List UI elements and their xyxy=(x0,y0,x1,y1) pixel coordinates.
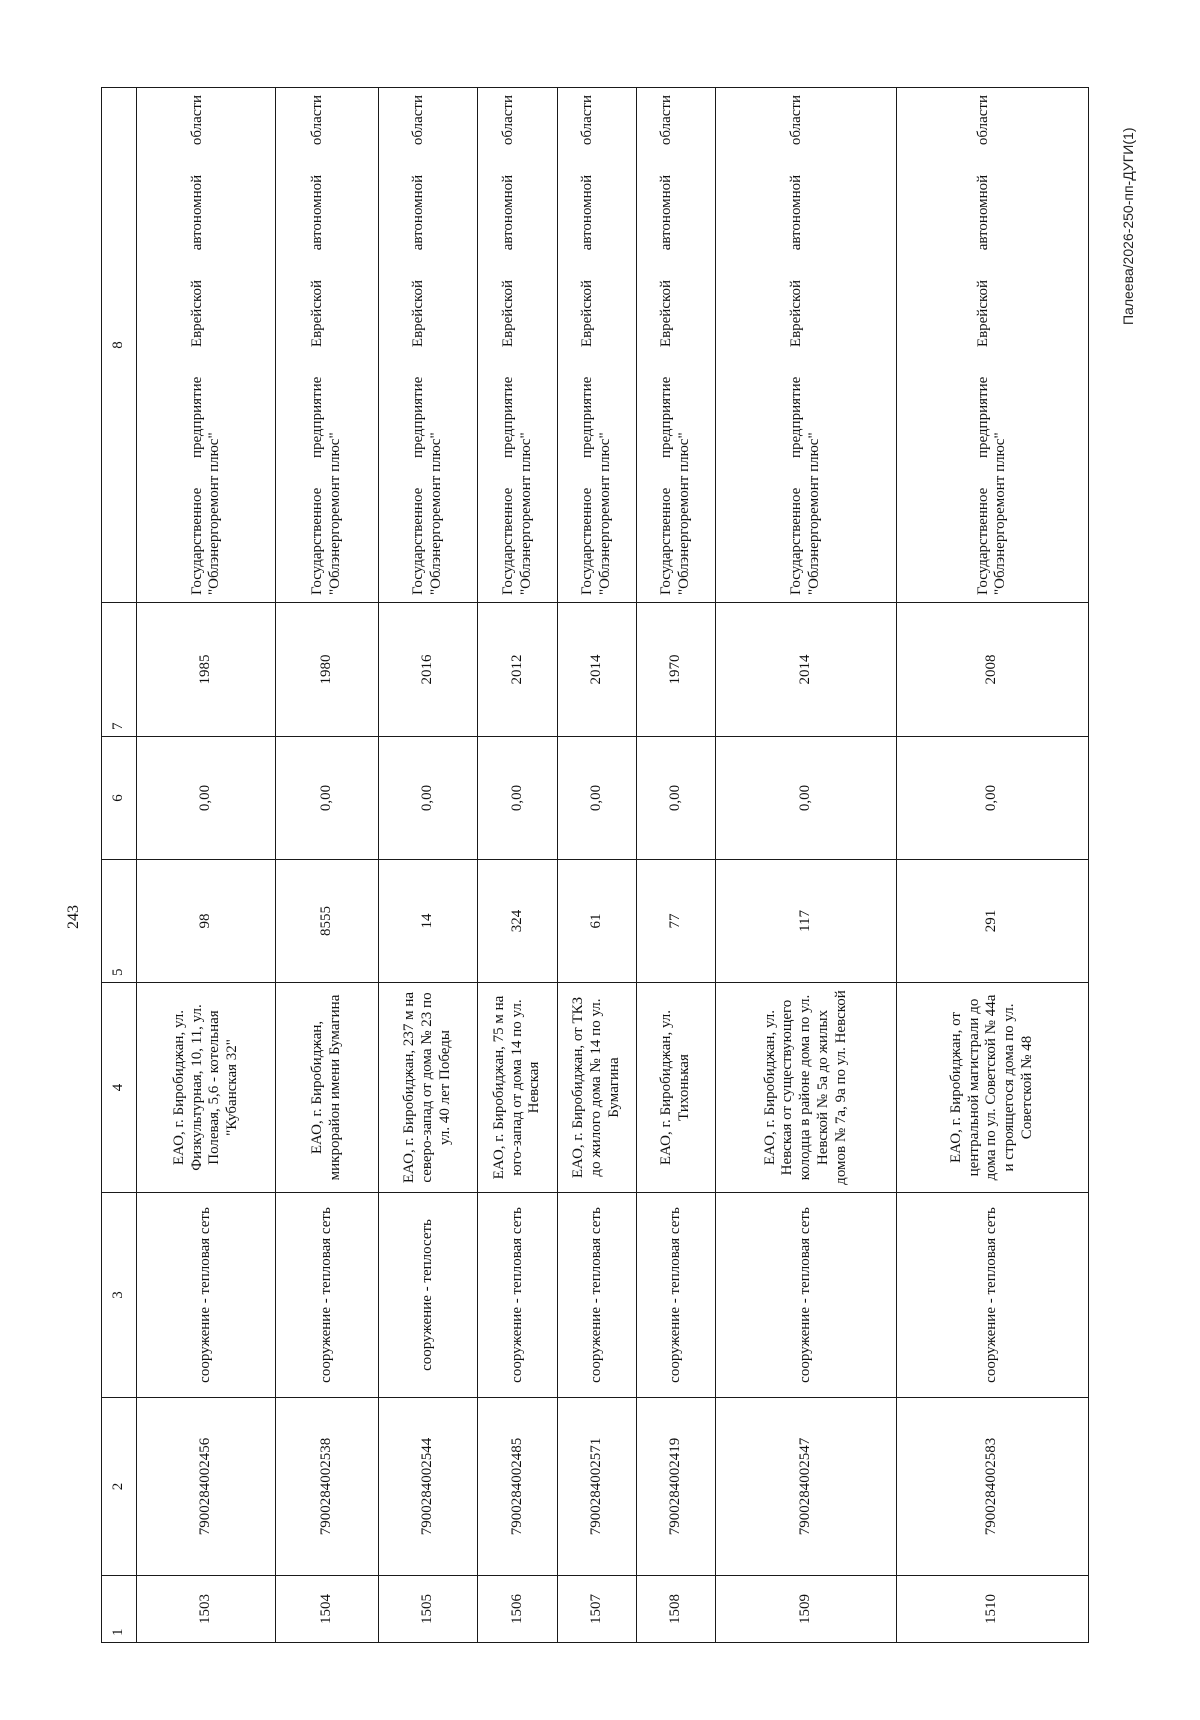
col-header-2: 2 xyxy=(102,1398,137,1576)
table-row xyxy=(137,88,276,1643)
object-length: 61 xyxy=(557,860,636,983)
object-type: сооружение - тепловая сеть xyxy=(276,1193,378,1398)
row-id: 1506 xyxy=(478,1576,557,1643)
table-row xyxy=(716,88,896,1643)
object-length: 8555 xyxy=(276,860,378,983)
cadastral-number: 7900284002583 xyxy=(896,1398,1088,1576)
col-header-8: 8 xyxy=(102,88,137,603)
col-header-7: 7 xyxy=(102,603,137,737)
object-type: сооружение - тепловая сеть xyxy=(637,1193,716,1398)
cadastral-number: 7900284002419 xyxy=(637,1398,716,1576)
object-owner: Государственное предприятие Еврейской автономной области "Облэнергоремонт плюс" xyxy=(716,88,896,603)
object-year: 1980 xyxy=(276,603,378,737)
cadastral-number: 7900284002547 xyxy=(716,1398,896,1576)
table-row xyxy=(637,88,716,1643)
object-address: ЕАО, г. Биробиджан, от ТКЗ до жилого дома № 14 по ул. Бумагина xyxy=(557,983,636,1193)
object-type: сооружение - тепловая сеть xyxy=(896,1193,1088,1398)
cadastral-number: 7900284002538 xyxy=(276,1398,378,1576)
object-length: 291 xyxy=(896,860,1088,983)
row-id: 1505 xyxy=(378,1576,478,1643)
header-row xyxy=(102,88,137,1643)
object-year: 1970 xyxy=(637,603,716,737)
object-value: 0,00 xyxy=(378,737,478,860)
object-year: 2016 xyxy=(378,603,478,737)
object-owner: Государственное предприятие Еврейской автономной области "Облэнергоремонт плюс" xyxy=(896,88,1088,603)
object-length: 324 xyxy=(478,860,557,983)
object-length: 14 xyxy=(378,860,478,983)
table-row xyxy=(276,88,378,1643)
object-length: 98 xyxy=(137,860,276,983)
object-type: сооружение - тепловая сеть xyxy=(478,1193,557,1398)
object-value: 0,00 xyxy=(716,737,896,860)
col-header-4: 4 xyxy=(102,983,137,1193)
object-year: 2014 xyxy=(557,603,636,737)
object-owner: Государственное предприятие Еврейской автономной области "Облэнергоремонт плюс" xyxy=(137,88,276,603)
object-type: сооружение - тепловая сеть xyxy=(137,1193,276,1398)
row-id: 1507 xyxy=(557,1576,636,1643)
object-value: 0,00 xyxy=(637,737,716,860)
object-address: ЕАО, г. Биробиджан, 237 м на северо-запад от дома № 23 по ул. 40 лет Победы xyxy=(378,983,478,1193)
object-type: сооружение - тепловая сеть xyxy=(716,1193,896,1398)
object-type: сооружение - теплосеть xyxy=(378,1193,478,1398)
cadastral-number: 7900284002544 xyxy=(378,1398,478,1576)
cadastral-number: 7900284002571 xyxy=(557,1398,636,1576)
col-header-3: 3 xyxy=(102,1193,137,1398)
col-header-1: 1 xyxy=(102,1576,137,1643)
cadastral-number: 7900284002456 xyxy=(137,1398,276,1576)
cadastral-number: 7900284002485 xyxy=(478,1398,557,1576)
object-value: 0,00 xyxy=(137,737,276,860)
object-type: сооружение - тепловая сеть xyxy=(557,1193,636,1398)
object-value: 0,00 xyxy=(478,737,557,860)
object-value: 0,00 xyxy=(896,737,1088,860)
object-address: ЕАО, г. Биробиджан, ул. Тихонькая xyxy=(637,983,716,1193)
object-address: ЕАО, г. Биробиджан, микрорайон имени Бумагина xyxy=(276,983,378,1193)
row-id: 1503 xyxy=(137,1576,276,1643)
object-owner: Государственное предприятие Еврейской автономной области "Облэнергоремонт плюс" xyxy=(276,88,378,603)
registry-table xyxy=(101,87,1089,1643)
col-header-6: 6 xyxy=(102,737,137,860)
row-id: 1510 xyxy=(896,1576,1088,1643)
object-address: ЕАО, г. Биробиджан, от центральной магистрали до дома по ул. Советской № 44а и строящегося дома по ул. Советской № 48 xyxy=(896,983,1088,1193)
object-year: 2008 xyxy=(896,603,1088,737)
object-value: 0,00 xyxy=(557,737,636,860)
table-row xyxy=(478,88,557,1643)
object-address: ЕАО, г. Биробиджан, ул. Невская от существующего колодца в районе дома по ул. Невской № 5а до жилых домов № 7а, 9а по ул. Невской xyxy=(716,983,896,1193)
object-length: 77 xyxy=(637,860,716,983)
table-row xyxy=(896,88,1088,1643)
object-address: ЕАО, г. Биробиджан, ул. Физкультурная, 10, 11, ул. Полевая, 5,6 - котельная "Кубанская 32" xyxy=(137,983,276,1193)
object-length: 117 xyxy=(716,860,896,983)
object-owner: Государственное предприятие Еврейской автономной области "Облэнергоремонт плюс" xyxy=(557,88,636,603)
table-row xyxy=(557,88,636,1643)
object-year: 1985 xyxy=(137,603,276,737)
row-id: 1509 xyxy=(716,1576,896,1643)
object-value: 0,00 xyxy=(276,737,378,860)
object-owner: Государственное предприятие Еврейской автономной области "Облэнергоремонт плюс" xyxy=(378,88,478,603)
object-owner: Государственное предприятие Еврейской автономной области "Облэнергоремонт плюс" xyxy=(478,88,557,603)
object-address: ЕАО, г. Биробиджан, 75 м на юго-запад от дома 14 по ул. Невская xyxy=(478,983,557,1193)
col-header-5: 5 xyxy=(102,860,137,983)
page-number: 243 xyxy=(65,905,82,929)
object-year: 2012 xyxy=(478,603,557,737)
document-code: Палеева/2026-250-пп-ДУГИ(1) xyxy=(1120,127,1136,325)
object-year: 2014 xyxy=(716,603,896,737)
object-owner: Государственное предприятие Еврейской автономной области "Облэнергоремонт плюс" xyxy=(637,88,716,603)
table-row xyxy=(378,88,478,1643)
row-id: 1508 xyxy=(637,1576,716,1643)
row-id: 1504 xyxy=(276,1576,378,1643)
